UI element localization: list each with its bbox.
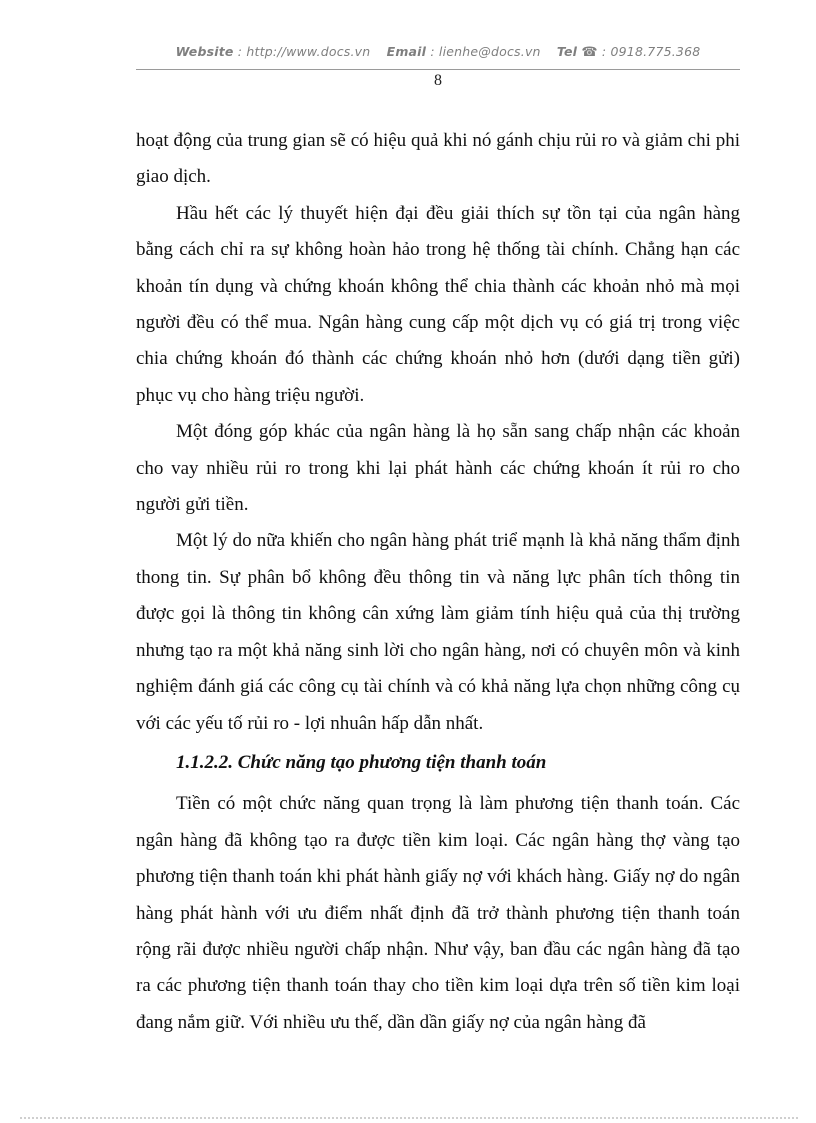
header-email-label: Email xyxy=(386,44,427,59)
document-body xyxy=(136,123,740,1041)
paragraph: Hầu hết các lý thuyết hiện đại đều giải thích sự tồn tại của ngân hàng bằng cách chỉ ra sự không hoàn hảo trong hệ thống tài chính. Chẳng hạn các khoản tín dụng và chứng khoán không thể chia thành các khoản nhỏ mà mọi người đều có thể mua. Ngân hàng cung cấp một dịch vụ có giá trị trong việc chia chứng khoán đó thành các chứng khoán nhỏ hơn (dưới dạng tiền gửi) phục vụ cho hàng triệu người. xyxy=(136,202,740,406)
header-email xyxy=(387,44,541,59)
phone-icon: ☎ xyxy=(581,45,598,60)
paragraph: Một lý do nữa khiến cho ngân hàng phát triể mạnh là khả năng thẩm định thong tin. Sự phân bổ không đều thông tin và năng lực phân tích thông tin được gọi là thông tin không cân xứng làm giảm tính hiệu quả của thị trường nhưng tạo ra một khả năng sinh lời cho ngân hàng, nơi có chuyên môn và kinh nghiệm đánh giá các công cụ tài chính và có khả năng lựa chọn những công cụ với các yếu tố rủi ro - lợi nhuân hấp dẫn nhất. xyxy=(136,530,740,734)
header-tel-label: Tel xyxy=(556,44,578,59)
header-website xyxy=(176,44,371,59)
paragraph: Một đóng góp khác của ngân hàng là họ sẵn sang chấp nhận các khoản cho vay nhiều rủi ro trong khi lại phát hành các chứng khoán ít rủi ro cho người gửi tiền. xyxy=(136,421,740,516)
header-email-value: : lienhe@docs.vn xyxy=(430,44,541,59)
page-header xyxy=(136,44,740,60)
header-tel-value: : 0918.775.368 xyxy=(601,44,701,59)
header-website-label: Website xyxy=(175,44,234,59)
header-tel xyxy=(557,44,701,59)
header-rule xyxy=(136,69,740,70)
paragraph: Tiền có một chức năng quan trọng là làm phương tiện thanh toán. Các ngân hàng đã không tạo ra được tiền kim loại. Các ngân hàng thợ vàng tạo phương tiện thanh toán khi phát hành giấy nợ với khách hàng. Giấy nợ do ngân hàng phát hành với ưu điểm nhất định đã trở thành phương tiện thanh toán rộng rãi được nhiều người chấp nhận. Như vậy, ban đầu các ngân hàng đã tạo ra các phương tiện thanh toán thay cho tiền kim loại dựa trên số tiền kim loại đang nắm giữ. Với nhiều ưu thế, dần dần giấy nợ của ngân hàng đã xyxy=(136,793,740,1033)
paragraph-continuation: hoạt động của trung gian sẽ có hiệu quả khi nó gánh chịu rủi ro và giảm chi phi giao dịch. xyxy=(136,130,740,188)
header-website-value: : http://www.docs.vn xyxy=(237,44,371,59)
page-number: 8 xyxy=(434,72,442,89)
section-heading: 1.1.2.2. Chức năng tạo phương tiện thanh toán xyxy=(176,751,547,773)
footer-rule xyxy=(20,1117,798,1119)
